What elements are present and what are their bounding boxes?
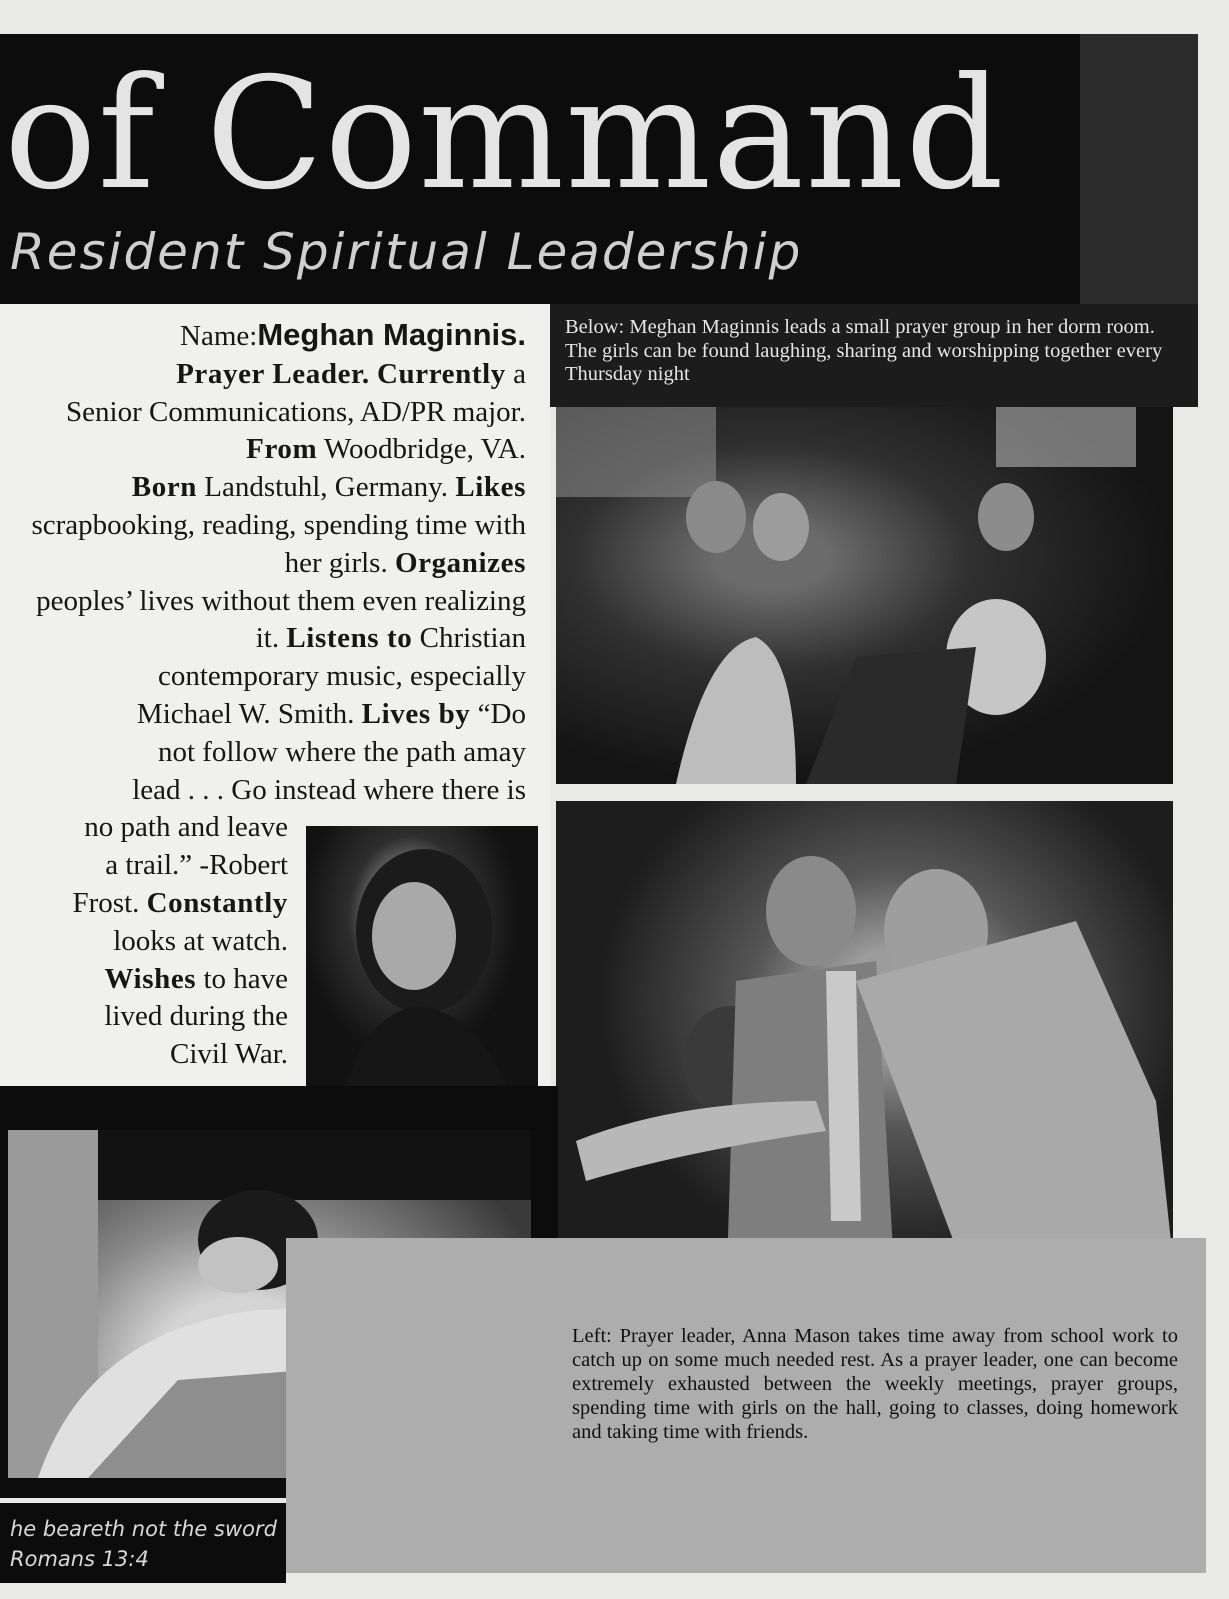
born-value: Landstuhl, Germany. (204, 471, 449, 504)
profile-name: Meghan Maginnis. (257, 317, 526, 352)
top-caption: Below: Meghan Maginnis leads a small prayer group in her dorm room. The girls can be found laughing, sharing and worshipping together every Thursday night (565, 316, 1163, 385)
portrait-photo (306, 826, 538, 1086)
bottom-caption: Left: Prayer leader, Anna Mason takes time away from school work to catch up on some much needed rest. As a prayer leader, one can become extremely exhausted between the weekly meetings, prayer groups, spending time with girls on the hall, going to classes, doing homework and taking time with friends. (572, 1325, 1178, 1443)
verse-text: he beareth not the sword (10, 1517, 277, 1541)
profile-text: Name:Meghan Maginnis. Prayer Leader. Currently a Senior Communications, AD/PR major. From Woodbridge, VA. Born Landstuhl, Germany. Likes scrapbooking, reading, spending time with her girls. Organizes peoples’ lives without them even realizing it. Listens to Christian contemporary music, especially Michael W. Smith. Lives by “Do not follow where the path amay lead . . . Go instead where there is no path and leave a trail.” -Robert Frost. Constantly looks at watch. Wishes to have lived during the Civil War. (31, 317, 526, 1071)
portrait-photo-shapes (306, 826, 538, 1086)
wishes-label: Wishes (104, 962, 197, 995)
organizes-label: Organizes (394, 546, 526, 579)
prayer-group-photo-shapes (556, 407, 1173, 784)
likes-value: scrapbooking, reading, spending time with her girls. (31, 508, 526, 579)
verse-panel (0, 1503, 286, 1583)
page-title: of Command (4, 45, 1005, 224)
born-label: Born (131, 471, 198, 504)
role-label: Prayer Leader. (176, 357, 370, 390)
name-label: Name: (180, 320, 258, 352)
prayer-group-photo (556, 407, 1173, 784)
currently-label: Currently (376, 357, 506, 390)
header-shadow (1080, 34, 1198, 304)
page-subtitle: Resident Spiritual Leadership (10, 223, 803, 281)
verse-reference: Romans 13:4 (10, 1547, 149, 1571)
from-label: From (246, 433, 318, 466)
men-praying-photo (556, 801, 1173, 1301)
listens-label: Listens to (286, 622, 413, 655)
organizes-value: peoples’ lives without them even realizing it. (36, 584, 526, 655)
lives-by-label: Lives by (361, 697, 471, 730)
men-praying-photo-shapes (556, 801, 1173, 1301)
constantly-label: Constantly (146, 886, 288, 919)
currently-value: Senior Communications, AD/PR major. (66, 395, 526, 428)
from-value: Woodbridge, VA. (323, 433, 526, 466)
likes-label: Likes (455, 471, 526, 504)
